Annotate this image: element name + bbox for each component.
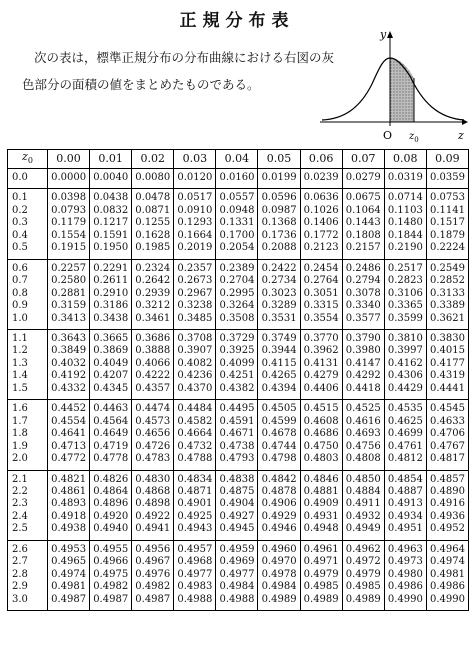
probability-cell: 0.0359 xyxy=(426,169,468,189)
probability-cell: 0.4505 0.4599 0.4678 0.4744 0.4798 xyxy=(258,400,300,470)
probability-cell: 0.3749 0.3944 0.4115 0.4265 0.4394 xyxy=(258,329,300,399)
probability-cell: 0.4474 0.4573 0.4656 0.4726 0.4783 xyxy=(132,400,174,470)
y-axis-label: y xyxy=(380,28,387,41)
probability-cell: 0.0120 xyxy=(174,169,216,189)
probability-cell: 0.2389 0.2704 0.2995 0.3264 0.3508 xyxy=(216,259,258,329)
intro-line-2: 色部分の面積の値をまとめたものである。 xyxy=(22,77,260,92)
probability-cell: 0.0517 0.0910 0.1293 0.1664 0.2019 xyxy=(174,189,216,259)
probability-cell: 0.4842 0.4878 0.4906 0.4929 0.4946 xyxy=(258,470,300,540)
normal-distribution-table xyxy=(7,149,469,611)
z-value-cell: 0.6 0.7 0.8 0.9 1.0 xyxy=(8,259,48,329)
probability-cell: 0.4463 0.4564 0.4649 0.4719 0.4778 xyxy=(90,400,132,470)
corner-sub: 0 xyxy=(27,155,33,165)
probability-cell: 0.4484 0.4582 0.4664 0.4732 0.4788 xyxy=(174,400,216,470)
probability-cell: 0.2549 0.2852 0.3133 0.3389 0.3621 xyxy=(426,259,468,329)
probability-cell: 0.4961 0.4971 0.4979 0.4985 0.4989 xyxy=(300,540,342,610)
probability-cell: 0.3810 0.3997 0.4162 0.4306 0.4429 xyxy=(384,329,426,399)
probability-cell: 0.4495 0.4591 0.4671 0.4738 0.4793 xyxy=(216,400,258,470)
probability-cell: 0.4953 0.4965 0.4974 0.4981 0.4987 xyxy=(48,540,90,610)
z-value-cell: 0.1 0.2 0.3 0.4 0.5 xyxy=(8,189,48,259)
normal-curve-figure xyxy=(318,22,470,146)
z0-label xyxy=(408,131,419,144)
probability-cell: 0.2454 0.2764 0.3051 0.3315 0.3554 xyxy=(300,259,342,329)
z-value-cell: 1.1 1.2 1.3 1.4 1.5 xyxy=(8,329,48,399)
x-axis-arrow xyxy=(462,119,468,125)
probability-cell: 0.4963 0.4973 0.4980 0.4986 0.4990 xyxy=(384,540,426,610)
probability-cell: 0.0753 0.1141 0.1517 0.1879 0.2224 xyxy=(426,189,468,259)
table-row-group xyxy=(8,400,469,470)
probability-cell: 0.3830 0.4015 0.4177 0.4319 0.4441 xyxy=(426,329,468,399)
probability-cell: 0.3790 0.3980 0.4147 0.4292 0.4418 xyxy=(342,329,384,399)
probability-cell: 0.3643 0.3849 0.4032 0.4192 0.4332 xyxy=(48,329,90,399)
probability-cell: 0.0557 0.0948 0.1331 0.1700 0.2054 xyxy=(216,189,258,259)
probability-cell: 0.4959 0.4969 0.4977 0.4984 0.4988 xyxy=(216,540,258,610)
column-header: 0.03 xyxy=(174,150,216,169)
table-header-row xyxy=(8,150,469,169)
intro-text xyxy=(22,44,335,98)
probability-cell: 0.0438 0.0832 0.1217 0.1591 0.1950 xyxy=(90,189,132,259)
probability-cell: 0.4515 0.4608 0.4686 0.4750 0.4803 xyxy=(300,400,342,470)
probability-cell: 0.2486 0.2794 0.3078 0.3340 0.3577 xyxy=(342,259,384,329)
probability-cell: 0.4960 0.4970 0.4978 0.4984 0.4989 xyxy=(258,540,300,610)
table-row-group xyxy=(8,470,469,540)
z0-label-sub: 0 xyxy=(414,136,419,144)
column-header: 0.04 xyxy=(216,150,258,169)
probability-cell: 0.4452 0.4554 0.4641 0.4713 0.4772 xyxy=(48,400,90,470)
shaded-area xyxy=(390,58,414,122)
probability-cell: 0.4545 0.4633 0.4706 0.4767 0.4817 xyxy=(426,400,468,470)
table-row-group xyxy=(8,540,469,610)
probability-cell: 0.4962 0.4972 0.4979 0.4985 0.4989 xyxy=(342,540,384,610)
column-header: 0.08 xyxy=(384,150,426,169)
origin-label: O xyxy=(383,129,393,142)
z-value-cell: 0.0 xyxy=(12,172,28,183)
probability-cell: 0.0675 0.1064 0.1443 0.1808 0.2157 xyxy=(342,189,384,259)
column-header: 0.01 xyxy=(90,150,132,169)
z0-label-main: z xyxy=(409,131,415,142)
probability-cell: 0.4830 0.4868 0.4898 0.4922 0.4941 xyxy=(132,470,174,540)
probability-cell: 0.4955 0.4966 0.4975 0.4982 0.4987 xyxy=(90,540,132,610)
probability-cell: 0.4956 0.4967 0.4976 0.4982 0.4987 xyxy=(132,540,174,610)
probability-cell: 0.3686 0.3888 0.4066 0.4222 0.4357 xyxy=(132,329,174,399)
probability-cell: 0.4857 0.4890 0.4916 0.4936 0.4952 xyxy=(426,470,468,540)
probability-cell: 0.4854 0.4887 0.4913 0.4934 0.4951 xyxy=(384,470,426,540)
probability-cell: 0.0478 0.0871 0.1255 0.1628 0.1985 xyxy=(132,189,174,259)
column-header: 0.02 xyxy=(132,150,174,169)
probability-cell: 0.4846 0.4881 0.4909 0.4931 0.4948 xyxy=(300,470,342,540)
probability-cell: 0.2291 0.2611 0.2910 0.3186 0.3438 xyxy=(90,259,132,329)
probability-cell: 0.4834 0.4871 0.4901 0.4925 0.4943 xyxy=(174,470,216,540)
probability-cell: 0.4525 0.4616 0.4693 0.4756 0.4808 xyxy=(342,400,384,470)
probability-cell: 0.0714 0.1103 0.1480 0.1844 0.2190 xyxy=(384,189,426,259)
probability-cell: 0.2357 0.2673 0.2967 0.3238 0.3485 xyxy=(174,259,216,329)
probability-cell: 0.3665 0.3869 0.4049 0.4207 0.4345 xyxy=(90,329,132,399)
probability-cell: 0.4826 0.4864 0.4896 0.4920 0.4940 xyxy=(90,470,132,540)
probability-cell: 0.4535 0.4625 0.4699 0.4761 0.4812 xyxy=(384,400,426,470)
column-header: 0.00 xyxy=(48,150,90,169)
probability-cell: 0.0040 xyxy=(90,169,132,189)
probability-cell: 0.3708 0.3907 0.4082 0.4236 0.4370 xyxy=(174,329,216,399)
column-header: 0.06 xyxy=(300,150,342,169)
probability-cell: 0.0279 xyxy=(342,169,384,189)
column-header: 0.09 xyxy=(426,150,468,169)
probability-cell: 0.2517 0.2823 0.3106 0.3365 0.3599 xyxy=(384,259,426,329)
y-axis-arrow xyxy=(387,31,393,38)
table-row-group xyxy=(8,189,469,259)
probability-cell: 0.4957 0.4968 0.4977 0.4983 0.4988 xyxy=(174,540,216,610)
probability-cell: 0.0199 xyxy=(258,169,300,189)
probability-cell: 0.2324 0.2642 0.2939 0.3212 0.3461 xyxy=(132,259,174,329)
probability-cell: 0.0319 xyxy=(384,169,426,189)
corner-header xyxy=(8,150,48,169)
z-value-cell: 2.6 2.7 2.8 2.9 3.0 xyxy=(8,540,48,610)
probability-cell: 0.3770 0.3962 0.4131 0.4279 0.4406 xyxy=(300,329,342,399)
probability-cell: 0.0636 0.1026 0.1406 0.1772 0.2123 xyxy=(300,189,342,259)
probability-cell: 0.0000 xyxy=(48,169,90,189)
probability-cell: 0.0398 0.0793 0.1179 0.1554 0.1915 xyxy=(48,189,90,259)
intro-line-1: 次の表は，標準正規分布の分布曲線における右図の灰 xyxy=(34,50,335,65)
table-row-group xyxy=(8,169,469,189)
probability-cell: 0.0160 xyxy=(216,169,258,189)
table-row-group xyxy=(8,259,469,329)
table-row-group xyxy=(8,329,469,399)
probability-cell: 0.4821 0.4861 0.4893 0.4918 0.4938 xyxy=(48,470,90,540)
corner-label: z xyxy=(22,149,28,163)
page-title: 正規分布表 xyxy=(179,11,295,31)
column-header: 0.05 xyxy=(258,150,300,169)
probability-cell: 0.0239 xyxy=(300,169,342,189)
probability-cell: 0.2257 0.2580 0.2881 0.3159 0.3413 xyxy=(48,259,90,329)
probability-cell: 0.4964 0.4974 0.4981 0.4986 0.4990 xyxy=(426,540,468,610)
z-value-cell: 1.6 1.7 1.8 1.9 2.0 xyxy=(8,400,48,470)
probability-cell: 0.4850 0.4884 0.4911 0.4932 0.4949 xyxy=(342,470,384,540)
probability-cell: 0.0080 xyxy=(132,169,174,189)
probability-cell: 0.4838 0.4875 0.4904 0.4927 0.4945 xyxy=(216,470,258,540)
probability-cell: 0.3729 0.3925 0.4099 0.4251 0.4382 xyxy=(216,329,258,399)
probability-cell: 0.0596 0.0987 0.1368 0.1736 0.2088 xyxy=(258,189,300,259)
column-header: 0.07 xyxy=(342,150,384,169)
z-value-cell: 2.1 2.2 2.3 2.4 2.5 xyxy=(8,470,48,540)
x-axis-label: z xyxy=(458,129,464,142)
probability-cell: 0.2422 0.2734 0.3023 0.3289 0.3531 xyxy=(258,259,300,329)
